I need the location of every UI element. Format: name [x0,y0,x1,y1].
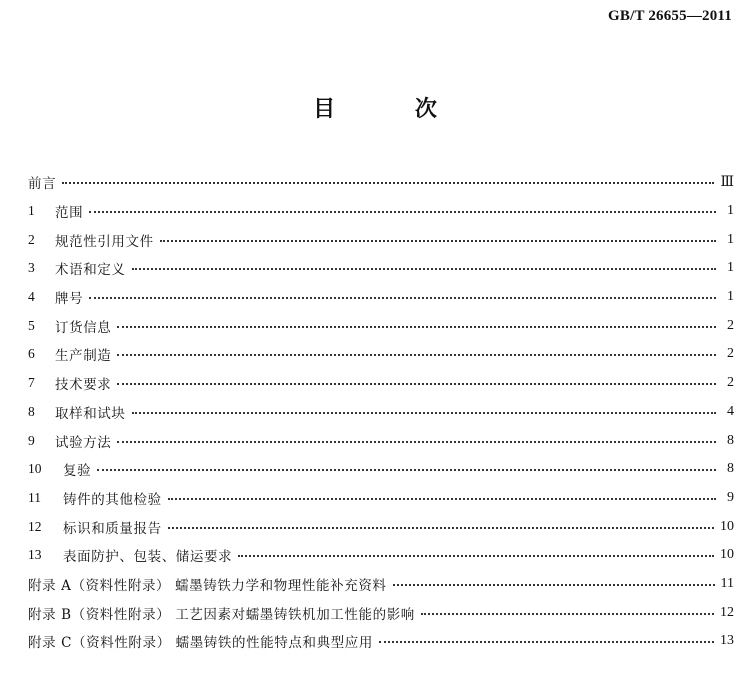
toc-entry-13[interactable] [28,541,734,570]
toc-entry-1[interactable] [28,197,734,226]
toc-entry-label: 技术要求 [55,377,112,394]
toc-entry-page: 10 [720,518,734,534]
toc-entry-number: 10 [28,461,42,477]
toc-entry-label: 试验方法 [55,434,112,451]
toc-entry-number: 13 [28,547,42,563]
toc-entry-page: 1 [727,289,734,305]
toc-entry-number: 2 [28,231,35,247]
toc-entry-8[interactable] [28,398,734,427]
toc-entry-label: 标识和质量报告 [63,520,162,537]
dot-leader [117,354,716,356]
dot-leader [62,182,714,184]
dot-leader [117,383,716,385]
toc-entry-number: 5 [28,317,35,333]
toc-entry-7[interactable] [28,369,734,398]
standard-code: GB/T 26655—2011 [608,8,732,24]
toc-entry-number: 4 [28,289,35,305]
dot-leader [421,613,714,615]
toc-entry-label: 生产制造 [55,348,112,365]
toc-entry-page: 2 [727,317,734,333]
toc-entry-annex-c[interactable] [28,627,734,656]
dot-leader [132,412,717,414]
toc-entry-page: 12 [720,604,734,620]
toc-entry-number: 8 [28,403,35,419]
toc-entry-annex-a[interactable] [28,570,734,599]
toc-entry-page: Ⅲ [720,174,734,190]
toc-entry-4[interactable] [28,283,734,312]
toc-entry-page: 4 [727,403,734,419]
toc-entry-number: 7 [28,375,35,391]
toc-entry-number: 12 [28,518,42,534]
dot-leader [238,555,714,557]
toc-entry-label: 前言 [28,176,57,193]
toc-entry-page: 10 [720,547,734,563]
toc-entry-label: 附录 B（资料性附录） 工艺因素对蠕墨铸铁机加工性能的影响 [28,606,415,623]
toc-entry-label: 范围 [55,205,84,222]
toc-entry-11[interactable] [28,484,734,513]
toc-entry-label: 术语和定义 [55,262,126,279]
toc-entry-label: 铸件的其他检验 [63,491,162,508]
toc-entry-page: 9 [727,489,734,505]
toc-entry-number: 6 [28,346,35,362]
toc-entry-10[interactable] [28,455,734,484]
toc-entry-6[interactable] [28,340,734,369]
toc-entry-page: 1 [727,231,734,247]
toc-entry-5[interactable] [28,311,734,340]
dot-leader [379,641,714,643]
toc-entry-12[interactable] [28,512,734,541]
toc-entry-label: 附录 A（资料性附录） 蠕墨铸铁力学和物理性能补充资料 [28,577,387,594]
toc-entry-label: 复验 [63,463,92,480]
toc-entry-number: 1 [28,203,35,219]
toc-entry-label: 取样和试块 [55,405,126,422]
toc-title: 目 次 [313,97,473,122]
toc-entry-page: 1 [727,203,734,219]
dot-leader [160,240,716,242]
dot-leader [393,584,715,586]
dot-leader [132,268,717,270]
toc-entry-foreword[interactable] [28,168,734,197]
toc-entry-9[interactable] [28,426,734,455]
toc-entry-page: 8 [727,461,734,477]
toc-entry-page: 1 [727,260,734,276]
toc-entry-number: 3 [28,260,35,276]
dot-leader [89,297,716,299]
toc-entry-label: 表面防护、包装、储运要求 [63,549,233,566]
dot-leader [97,469,716,471]
toc-entry-label: 牌号 [55,291,84,308]
toc-entry-number: 9 [28,432,35,448]
toc-entry-page: 11 [720,575,734,591]
toc-entry-label: 规范性引用文件 [55,233,154,250]
toc-entry-label: 订货信息 [55,319,112,336]
toc-entry-page: 2 [727,375,734,391]
dot-leader [168,527,714,529]
dot-leader [89,211,716,213]
toc-entry-3[interactable] [28,254,734,283]
toc-entry-annex-b[interactable] [28,598,734,627]
dot-leader [117,441,716,443]
toc-entry-2[interactable] [28,225,734,254]
toc-list [28,168,734,656]
toc-entry-page: 13 [720,633,734,649]
toc-entry-number: 11 [28,489,41,505]
toc-entry-label: 附录 C（资料性附录） 蠕墨铸铁的性能特点和典型应用 [28,635,374,652]
dot-leader [168,498,716,500]
toc-entry-page: 8 [727,432,734,448]
toc-entry-page: 2 [727,346,734,362]
dot-leader [117,326,716,328]
